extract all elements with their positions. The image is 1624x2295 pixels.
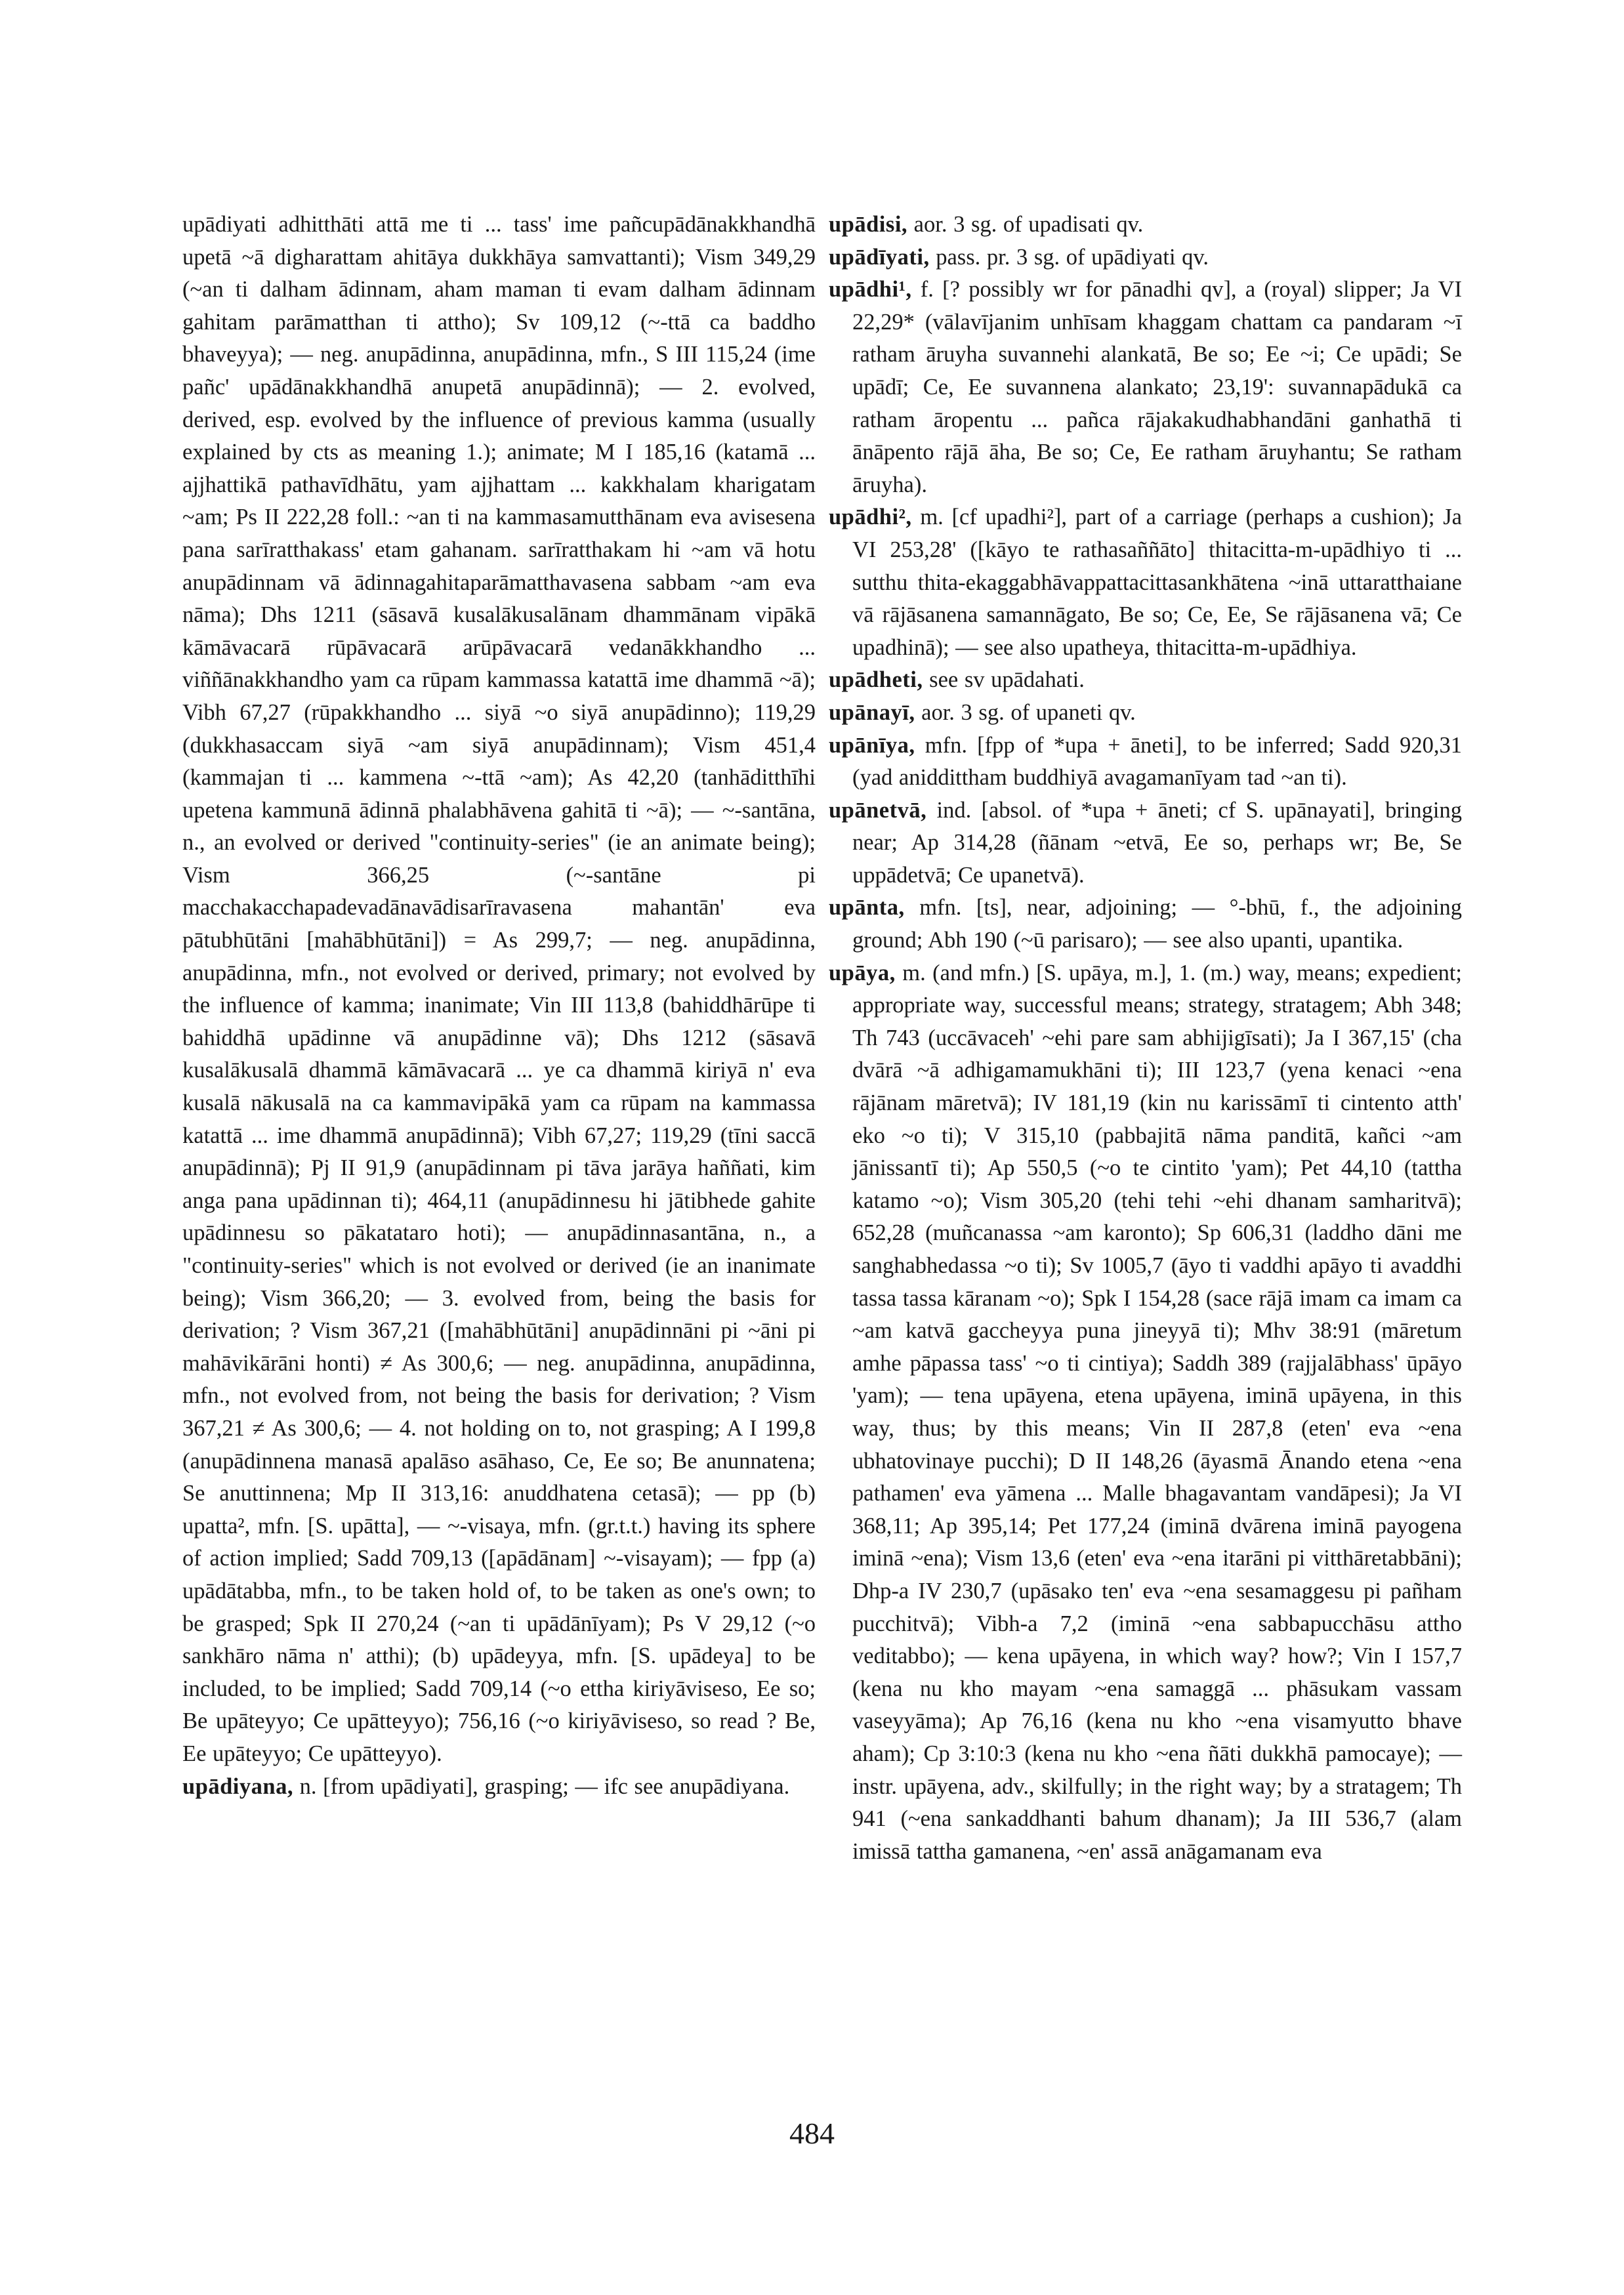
headword: upānayī, [829, 699, 915, 725]
headword: upādīyati, [829, 244, 930, 270]
headword: upādhi¹, [829, 277, 912, 302]
entry-upaya [829, 957, 1462, 1869]
right-column [829, 209, 1462, 1868]
headword: upādiyana, [182, 1773, 293, 1799]
headword: upānta, [829, 895, 905, 920]
entry-upadhi-1 [829, 274, 1462, 501]
entry-body: mfn. [ts], near, adjoining; — °-bhū, f., the adjoining ground; Abh 190 (~ū parisaro); — see also upanti, upantika. [852, 895, 1462, 953]
entry-body: m. [cf upadhi²], part of a carriage (perhaps a cushion); Ja VI 253,28' ([kāyo te rathasaññāto] thitacitta-m-upādhiyo ti ... sutthu thita-ekaggabhāvappattacittasankhātena ~inā uttaratthaiane vā rājāsanena samannāgato, Be so; Ce, Ee, Se rājāsanena vā; Ce upadhinā); — see also upatheya, thitacitta-m-upādhiya. [852, 505, 1462, 660]
headword: upādisi, [829, 212, 908, 237]
entry-upanta [829, 892, 1462, 957]
entry-body: ind. [absol. of *upa + āneti; cf S. upānayati], bringing near; Ap 314,28 (ñānam ~etvā, Ee so, perhaps wr; Be, Se uppādetvā; Ce upanetvā). [852, 797, 1462, 888]
entry-upadisi [829, 209, 1462, 241]
entry-body: f. [? possibly wr for pānadhi qv], a (royal) slipper; Ja VI 22,29* (vālavījanim unhīsam khaggam chattam ca pandaram ~ī ratham āruyha suvannehi alankatā, Be so; Ee ~i; Ce upādi; Se upādī; Ce, Ee suvannena alankato; 23,19': suvannapādukā ca ratham āropentu ... pañca rājakakudhabhandāni ganhathā ti ānāpento rājā āha, Be so; Ce, Ee ratham āruyhantu; Se ratham āruyha). [852, 277, 1462, 497]
entry-upadhi-2 [829, 501, 1462, 664]
entry-upanetva [829, 795, 1462, 892]
entry-body: mfn. [fpp of *upa + āneti], to be inferred; Sadd 920,31 (yad aniddittham buddhiyā avagamanīyam tad ~an ti). [852, 732, 1462, 791]
headword: upāya, [829, 960, 896, 985]
headword: upādhi², [829, 505, 912, 530]
entry-upadiyati [829, 241, 1462, 274]
headword: upānīya, [829, 732, 915, 758]
entry-upaniya [829, 730, 1462, 795]
headword: upānetvā, [829, 797, 927, 823]
entry-body: pass. pr. 3 sg. of upādiyati qv. [929, 244, 1209, 270]
left-column [182, 209, 816, 1803]
entry-body: aor. 3 sg. of upaneti qv. [915, 699, 1136, 725]
entry-body: m. (and mfn.) [S. upāya, m.], 1. (m.) way, means; expedient; appropriate way, successful means; strategy, stratagem; Abh 348; Th 743 (uccāvaceh' ~ehi pare sam abhijigīsati); Ja I 367,15' (cha dvārā ~ā adhigamamukhāni ti); III 123,7 (yena kenaci ~ena rājānam māretvā); IV 181,19 (kin nu karissāmī ti cintento atth' eko ~o ti); V 315,10 (pabbajitā nāma panditā, kañci ~am jānissantī ti); Ap 550,5 (~o te cintito 'yam); Pet 44,10 (tattha katamo ~o); Vism 305,20 (tehi tehi ~ehi dhanam samharitvā); 652,28 (muñcanassa ~am karonto); Sp 606,31 (laddho dāni me sanghabhedassa ~o ti); Sv 1005,7 (āyo ti vaddhi apāyo ti avaddhi tassa tassa kāranam ~o); Spk I 154,28 (sace rājā imam ca imam ca ~am katvā gaccheyya puna jineyyā ti); Mhv 38:91 (māretum amhe pāpassa tass' ~o ti cintiya); Saddh 389 (rajjalābhass' ūpāyo 'yam); — tena upāyena, etena upāyena, iminā upāyena, in this way, thus; by this means; Vin II 287,8 (eten' eva ~ena ubhatovinaye pucchi); D II 148,26 (āyasmā Ānando etena ~ena pathamen' eva yāmena ... Malle bhagavantam vandāpesi); Ja VI 368,11; Ap 395,14; Pet 177,24 (iminā dvārena iminā payogena iminā ~ena); Vism 13,6 (eten' eva ~ena itarāni pi vitthāretabbāni); Dhp-a IV 230,7 (upāsako ten' eva ~ena sesamaggesu pi pañham pucchitvā); Vibh-a 7,2 (iminā ~ena sabbapucchāsu attho veditabbo); — kena upāyena, in which way? how?; Vin I 157,7 (kena nu kho mayam ~ena samaggā ... phāsukam vassam vaseyyāma); Ap 76,16 (kena nu kho ~ena visamyutto bhave aham); Cp 3:10:3 (kena nu kho ~ena ñāti dukkhā pamocaye); — instr. upāyena, adv., skilfully; in the right way; by a stratagem; Th 941 (~ena sankaddhanti bahum dhanam); Ja III 536,7 (alam imissā tattha gamanena, ~en' assā anāgamanam eva [852, 960, 1462, 1864]
entry-upadiyana [182, 1771, 816, 1804]
entry-body: aor. 3 sg. of upadisati qv. [907, 212, 1144, 237]
entry-upadheti [829, 664, 1462, 697]
page-number: 484 [789, 2117, 835, 2150]
entry-upanayi [829, 697, 1462, 730]
entry-body: see sv upādahati. [923, 667, 1085, 693]
headword: upādheti, [829, 667, 923, 693]
continued-entry: upādiyati adhitthāti attā me ti ... tass' ime pañcupādānakkhandhā upetā ~ā digharattam ahitāya dukkhāya samvattanti); Vism 349,29 (~an ti dalham ādinnam, aham maman ti evam dalham ādinnam gahitam parāmatthan ti attho); Sv 109,12 (~-ttā ca baddho bhaveyya); — neg. anupādinna, anupādinna, mfn., S III 115,24 (ime pañc' upādānakkhandhā anupetā anupādinnā); — 2. evolved, derived, esp. evolved by the influence of previous kamma (usually explained by cts as meaning 1.); animate; M I 185,16 (katamā ... ajjhattikā pathavīdhātu, yam ajjhattam ... kakkhalam kharigatam ~am; Ps II 222,28 foll.: ~an ti na kammasamutthānam eva avisesena pana sarīratthakass' etam gahanam. sarīratthakam hi ~am vā hotu anupādinnam vā ādinnagahitaparāmatthavasena sabbam ~am eva nāma); Dhs 1211 (sāsavā kusalākusalānam dhammānam vipākā kāmāvacarā rūpāvacarā arūpāvacarā vedanākkhandho ... viññānakkhandho yam ca rūpam kammassa katattā ime dhammā ~ā); Vibh 67,27 (rūpakkhandho ... siyā ~o siyā anupādinno); 119,29 (dukkhasaccam siyā ~am siyā anupādinnam); Vism 451,4 (kammajan ti ... kammena ~-ttā ~am); As 42,20 (tanhāditthīhi upetena kammunā ādinnā phalabhāvena gahitā ti ~ā); — ~-santāna, n., an evolved or derived "continuity-series" (ie an animate being); Vism 366,25 (~-santāne pi macchakacchapadevadānavādisarīravasena mahantān' eva pātubhūtāni [mahābhūtāni]) = As 299,7; — neg. anupādinna, anupādinna, mfn., not evolved or derived, primary; not evolved by the influence of kamma; inanimate; Vin III 113,8 (bahiddhārūpe ti bahiddhā upādinne vā anupādinne vā); Dhs 1212 (sāsavā kusalākusalā dhammā kāmāvacarā ... ye ca dhammā kiriyā n' eva kusalā nākusalā na ca kammavipākā yam ca rūpam na kammassa katattā ... ime dhammā anupādinnā); Vibh 67,27; 119,29 (tīni saccā anupādinnā); Pj II 91,9 (anupādinnam pi tāva jarāya haññati, kim anga pana upādinnan ti); 464,11 (anupādinnesu hi jātibhede gahite upādinnesu so pākatataro hoti); — anupādinnasantāna, n., a "continuity-series" which is not evolved or derived (ie an inanimate being); Vism 366,20; — 3. evolved from, being the basis for derivation; ? Vism 367,21 ([mahābhūtāni] anupādinnāni pi ~āni pi mahāvikārāni honti) ≠ As 300,6; — neg. anupādinna, anupādinna, mfn., not evolved from, not being the basis for derivation; ? Vism 367,21 ≠ As 300,6; — 4. not holding on to, not grasping; A I 199,8 (anupādinnena manasā apalāso asāhaso, Ce, Ee so; Be anunnatena; Se anuttinnena; Mp II 313,16: anuddhatena cetasā); — pp (b) upatta², mfn. [S. upātta], — ~-visaya, mfn. (gr.t.t.) having its sphere of action implied; Sadd 709,13 ([apādānam] ~-visayam); — fpp (a) upādātabba, mfn., to be taken hold of, to be taken as one's own; to be grasped; Spk II 270,24 (~an ti upādānīyam); Ps V 29,12 (~o sankhāro nāma n' atthi); (b) upādeyya, mfn. [S. upādeya] to be included, to be implied; Sadd 709,14 (~o ettha kiriyāviseso, Ee so; Be upāteyyo; Ce upātteyyo); 756,16 (~o kiriyāviseso, so read ? Be, Ee upāteyyo; Ce upātteyyo). [182, 212, 816, 1766]
entry-body: n. [from upādiyati], grasping; — ifc see anupādiyana. [293, 1773, 790, 1799]
